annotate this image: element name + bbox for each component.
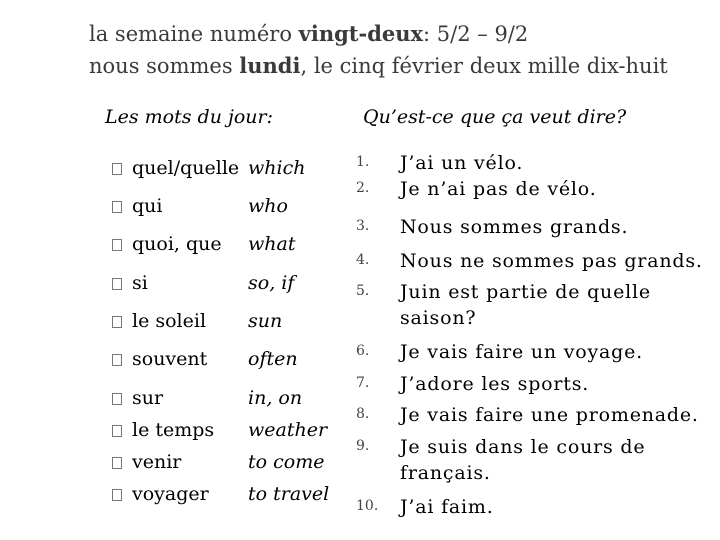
vocab-word: le soleil <box>132 310 207 332</box>
vocab-translation: to travel <box>248 483 330 505</box>
sentence-text: J’ai un vélo. <box>400 152 524 174</box>
vocab-word: si <box>132 272 148 294</box>
vocab-translation: often <box>248 348 298 370</box>
sentence-number: 7. <box>356 375 370 391</box>
sentence-text: Juin est partie de quelle saison? <box>400 281 651 329</box>
vocab-word: voyager <box>132 483 209 505</box>
checkbox-icon <box>112 425 122 437</box>
sentence-number: 3. <box>356 218 370 234</box>
sentence-number: 8. <box>356 406 370 422</box>
sentence-number: 1. <box>356 154 370 170</box>
sentence-number: 2. <box>356 180 370 196</box>
vocab-translation: in, on <box>248 387 303 409</box>
vocab-translation: to come <box>248 451 325 473</box>
sentence-number: 6. <box>356 343 370 359</box>
vocab-translation: what <box>248 233 296 255</box>
sentence-text: Je vais faire un voyage. <box>400 341 644 363</box>
vocab-translation: so, if <box>248 272 295 294</box>
vocab-translation: weather <box>248 419 328 441</box>
slide-title <box>89 18 668 82</box>
title-line-1: la semaine numéro vingt-deux: 5/2 – 9/2 <box>89 21 529 46</box>
sentence-text: Nous ne sommes pas grands. <box>400 250 703 272</box>
checkbox-icon <box>112 201 122 213</box>
checkbox-icon <box>112 239 122 251</box>
vocab-header: Les mots du jour: <box>105 106 274 128</box>
checkbox-icon <box>112 278 122 290</box>
sentence-number: 4. <box>356 252 370 268</box>
sentence-text: Je vais faire une promenade. <box>400 404 699 426</box>
checkbox-icon <box>112 393 122 405</box>
checkbox-icon <box>112 457 122 469</box>
sentence-text: Je n’ai pas de vélo. <box>400 178 597 200</box>
vocab-word: quoi, que <box>132 233 222 255</box>
sentence-text: Nous sommes grands. <box>400 216 629 238</box>
sentence-text: J’adore les sports. <box>400 373 590 395</box>
sentence-number: 10. <box>356 498 379 514</box>
sentence-text: J’ai faim. <box>400 496 494 518</box>
title-line-2: nous sommes lundi, le cinq février deux mille dix-huit <box>89 53 668 78</box>
vocab-word: sur <box>132 387 164 409</box>
day-name: lundi <box>239 53 301 78</box>
vocab-translation: sun <box>248 310 283 332</box>
sentences-header: Qu’est-ce que ça veut dire? <box>363 106 627 128</box>
week-number: vingt-deux <box>298 21 424 46</box>
checkbox-icon <box>112 316 122 328</box>
vocab-translation: who <box>248 195 288 217</box>
sentence-number: 9. <box>356 438 370 454</box>
vocab-word: le temps <box>132 419 215 441</box>
vocab-word: quel/quelle <box>132 157 240 179</box>
sentence-text: Je suis dans le cours de français. <box>400 436 646 484</box>
vocab-word: qui <box>132 195 163 217</box>
sentence-number: 5. <box>356 283 370 299</box>
checkbox-icon <box>112 489 122 501</box>
checkbox-icon <box>112 354 122 366</box>
checkbox-icon <box>112 163 122 175</box>
vocab-word: souvent <box>132 348 208 370</box>
vocab-word: venir <box>132 451 182 473</box>
vocab-translation: which <box>248 157 306 179</box>
